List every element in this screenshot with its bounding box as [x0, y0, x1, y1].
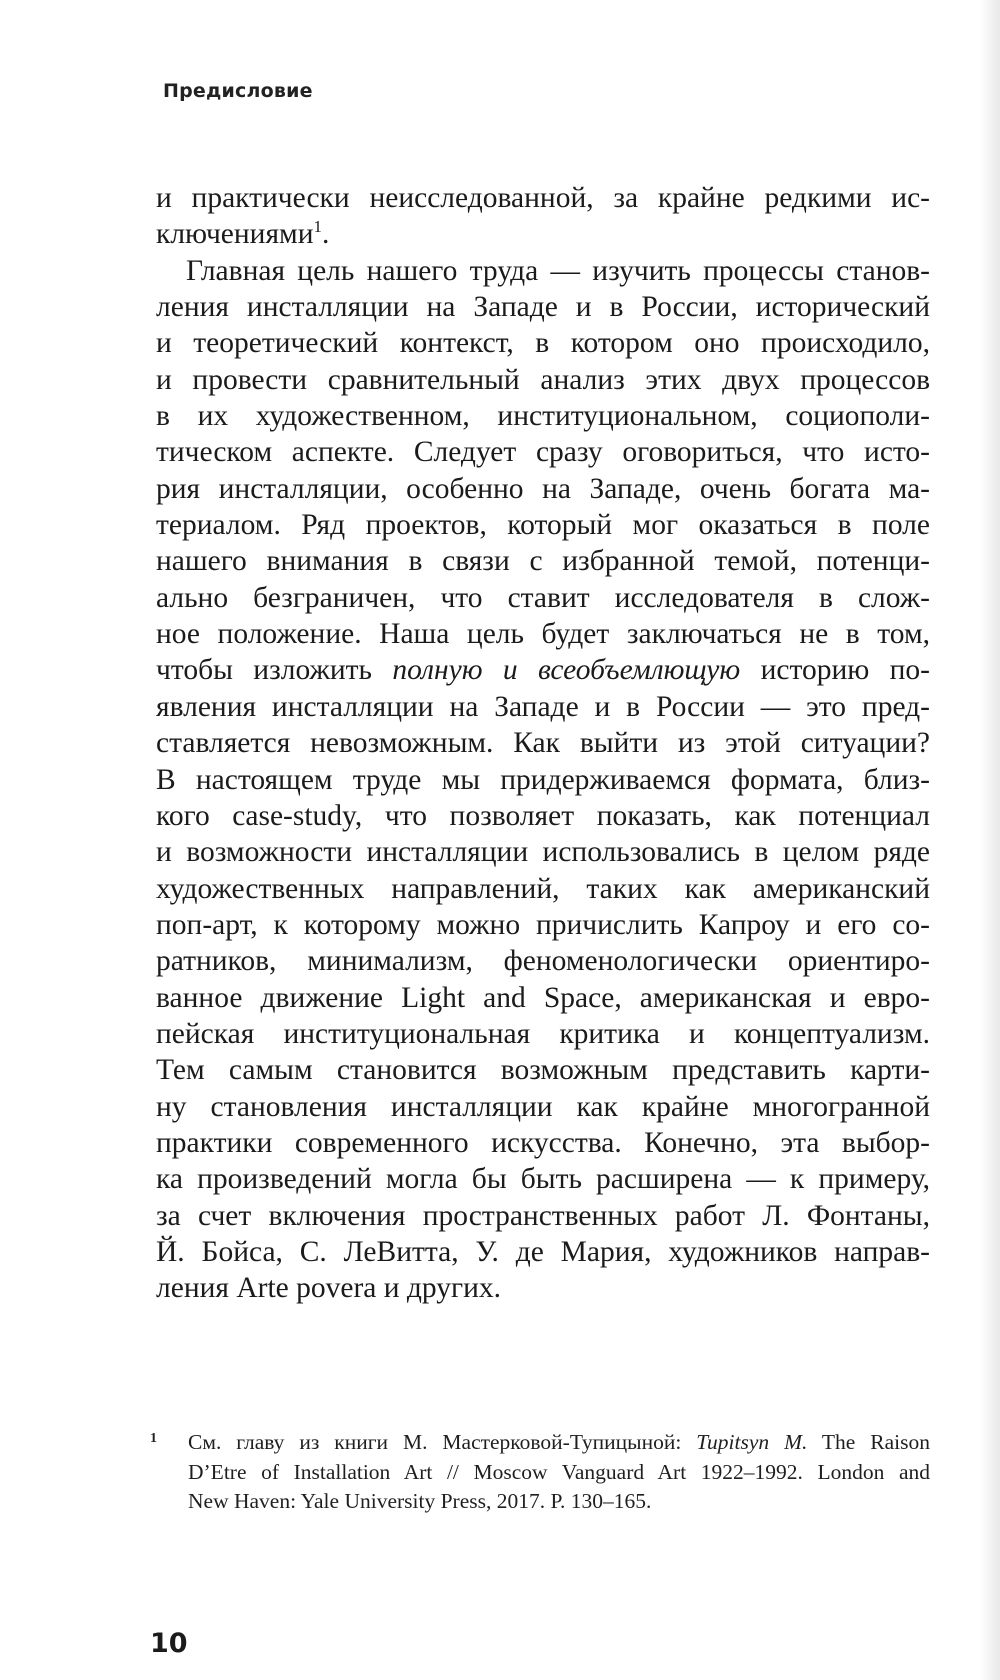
text-line: Главная цель нашего труда — изучить процессы станов-: [186, 254, 930, 287]
text-fragment: .: [322, 218, 330, 251]
text-line: практики современного искусства. Конечно, эта выбор-: [156, 1126, 930, 1159]
text-line: в их художественном, институциональном, социополи-: [156, 400, 930, 433]
text-line: нашего внимания в связи с избранной темой, потенци-: [156, 545, 930, 578]
page-number: 10: [150, 1628, 188, 1659]
running-head: Предисловие: [163, 80, 313, 102]
text-line: ления Arte povera и других.: [156, 1272, 502, 1305]
text-line: явления инсталляции на Западе и в России — это пред-: [156, 690, 930, 723]
text-line: художественных направлений, таких как американский: [156, 872, 930, 905]
text-line: ка произведений могла бы быть расширена — к примеру,: [156, 1163, 930, 1196]
text-line: ления инсталляции на Западе и в России, исторический: [156, 291, 930, 324]
text-line: тическом аспекте. Следует сразу оговориться, что исто-: [156, 436, 930, 469]
footnote-marker: 1: [150, 1431, 157, 1446]
text-line: поп-арт, к которому можно причислить Капроу и его со-: [156, 908, 930, 941]
footnote-line: [188, 1428, 930, 1458]
text-line: Й. Бойса, С. ЛеВитта, У. де Мария, художников направ-: [156, 1235, 930, 1268]
text-line: кого case-study, что позволяет показать, как потенциал: [156, 799, 930, 832]
text-line: Тем самым становится возможным представить карти-: [156, 1054, 930, 1087]
page-edge: [980, 0, 1000, 1680]
text-line: рия инсталляции, особенно на Западе, очень богата ма-: [156, 472, 930, 505]
text-fragment: The Raison: [807, 1430, 930, 1454]
text-fragment: ключениями: [156, 218, 314, 251]
text-line: ратников, минимализм, феноменологически ориентиро-: [156, 945, 930, 978]
text-fragment: чтобы изложить: [156, 654, 393, 687]
text-line: ное положение. Наша цель будет заключаться не в том,: [156, 618, 930, 651]
text-line: териалом. Ряд проектов, который мог оказаться в поле: [156, 509, 930, 542]
text-line: за счет включения пространственных работ Л. Фонтаны,: [156, 1199, 930, 1232]
text-line: пейская институциональная критика и концептуализм.: [156, 1017, 930, 1050]
text-line: и теоретический контекст, в котором оно происходило,: [156, 327, 930, 360]
footnote-line: D’Etre of Installation Art // Moscow Vanguard Art 1922–1992. London and: [188, 1459, 930, 1484]
emphasis-text: Tupitsyn M.: [696, 1430, 808, 1454]
text-line: и провести сравнительный анализ этих двух процессов: [156, 363, 930, 396]
main-text: [156, 180, 930, 1307]
text-line: [156, 216, 930, 252]
text-line: и практически неисследованной, за крайне редкими ис-: [156, 182, 930, 214]
text-fragment: историю по-: [740, 654, 930, 687]
text-line: ванное движение Light and Space, американская и евро-: [156, 981, 930, 1014]
emphasis-text: полную и всеобъемлющую: [392, 654, 741, 687]
footnote-line: New Haven: Yale University Press, 2017. P. 130–165.: [188, 1489, 652, 1513]
text-line: В настоящем труде мы придерживаемся формата, близ-: [156, 763, 930, 796]
text-fragment: См. главу из книги М. Мастерковой-Тупицыной:: [188, 1430, 697, 1454]
footnote-reference[interactable]: 1: [313, 217, 322, 237]
text-line: и возможности инсталляции использовались в целом ряде: [156, 836, 930, 869]
text-line: ально безграничен, что ставит исследователя в слож-: [156, 581, 930, 614]
footnote: [150, 1428, 930, 1517]
footnote-text: [188, 1428, 930, 1517]
text-line: [156, 652, 930, 688]
text-line: ну становления инсталляции как крайне многогранной: [156, 1090, 930, 1123]
text-line: ставляется невозможным. Как выйти из этой ситуации?: [156, 727, 930, 760]
